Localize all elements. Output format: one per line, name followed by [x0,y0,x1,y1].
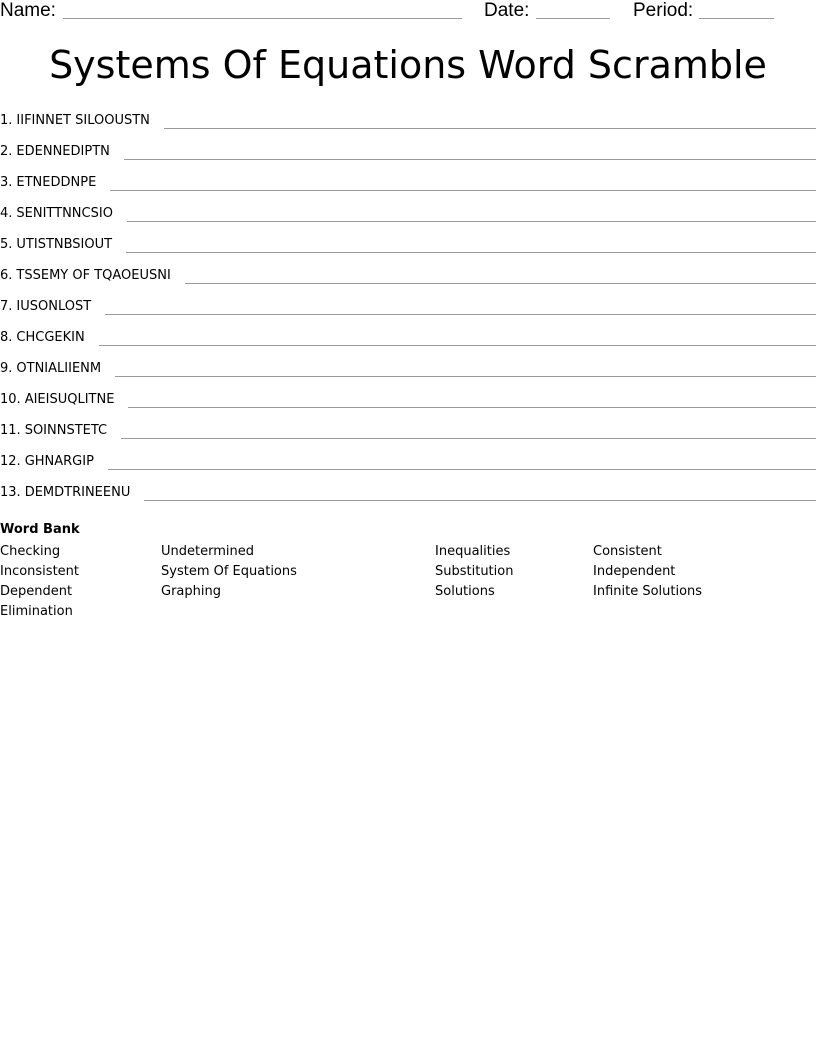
scramble-row [0,205,816,236]
answer-blank-line[interactable] [144,500,816,501]
answer-blank-line[interactable] [128,407,816,408]
answer-blank-line[interactable] [127,221,816,222]
item-number: 13. [0,485,21,500]
word-bank-column-2 [161,542,297,602]
item-number: 9. [0,361,13,376]
word-bank-word: Inequalities [435,544,511,559]
scramble-row [0,453,816,484]
answer-blank-line[interactable] [121,438,816,439]
item-number: 3. [0,175,13,190]
word-bank-word: Infinite Solutions [593,584,703,599]
period-label: Period: [633,0,694,21]
word-bank-column-3 [435,542,513,602]
item-number: 1. [0,113,13,128]
student-info-header [0,0,816,24]
scramble-list [0,112,816,515]
scrambled-word: EDENNEDIPTN [16,144,110,159]
answer-blank-line[interactable] [99,345,816,346]
answer-blank-line[interactable] [185,283,816,284]
scrambled-word: SOINNSTETC [24,423,108,438]
item-number: 4. [0,206,13,221]
scrambled-word: AIEISUQLITNE [24,392,115,407]
scrambled-word: IUSONLOST [16,299,92,314]
word-bank-word: Independent [593,564,676,579]
word-bank-word: Consistent [593,544,662,559]
word-bank-column-1 [0,542,79,622]
scramble-row [0,391,816,422]
item-number: 6. [0,268,13,283]
scrambled-word: CHCGEKIN [16,330,85,345]
word-bank-word: Undetermined [161,544,254,559]
answer-blank-line[interactable] [108,469,816,470]
answer-blank-line[interactable] [115,376,816,377]
name-label: Name: [0,0,56,21]
scramble-row [0,143,816,174]
word-bank-column-4 [593,542,702,602]
word-bank-word: Dependent [0,584,73,599]
scramble-row [0,298,816,329]
scrambled-word: GHNARGIP [24,454,94,469]
scramble-row [0,484,816,515]
item-number: 8. [0,330,13,345]
scramble-row [0,174,816,205]
name-blank-line[interactable] [63,18,462,19]
date-blank-line[interactable] [536,18,610,19]
word-bank-word: Inconsistent [0,564,80,579]
scramble-row [0,236,816,267]
item-number: 10. [0,392,21,407]
scramble-row [0,329,816,360]
answer-blank-line[interactable] [126,252,816,253]
scramble-row [0,422,816,453]
date-label: Date: [484,0,530,21]
page-title: Systems Of Equations Word Scramble [49,43,767,87]
answer-blank-line[interactable] [124,159,816,160]
answer-blank-line[interactable] [105,314,816,315]
item-number: 12. [0,454,21,469]
scramble-row [0,267,816,298]
word-bank-title: Word Bank [0,522,80,537]
item-number: 11. [0,423,21,438]
scrambled-word: TSSEMY OF TQAOEUSNI [16,268,171,283]
item-number: 5. [0,237,13,252]
period-blank-line[interactable] [699,18,774,19]
word-bank-word: Graphing [161,584,221,599]
scrambled-word: OTNIALIIENM [16,361,102,376]
scrambled-word: UTISTNBSIOUT [16,237,113,252]
word-bank-word: System Of Equations [161,564,297,579]
word-bank-word: Solutions [435,584,495,599]
answer-blank-line[interactable] [110,190,816,191]
scrambled-word: ETNEDDNPE [16,175,97,190]
scramble-row [0,360,816,391]
scrambled-word: IIFINNET SILOOUSTN [16,113,150,128]
word-bank-word: Substitution [435,564,514,579]
word-bank-word: Elimination [0,604,73,619]
scramble-row [0,112,816,143]
word-bank-word: Checking [0,544,61,559]
item-number: 7. [0,299,13,314]
answer-blank-line[interactable] [164,128,816,129]
scrambled-word: SENITTNNCSIO [16,206,113,221]
scrambled-word: DEMDTRINEENU [24,485,131,500]
item-number: 2. [0,144,13,159]
